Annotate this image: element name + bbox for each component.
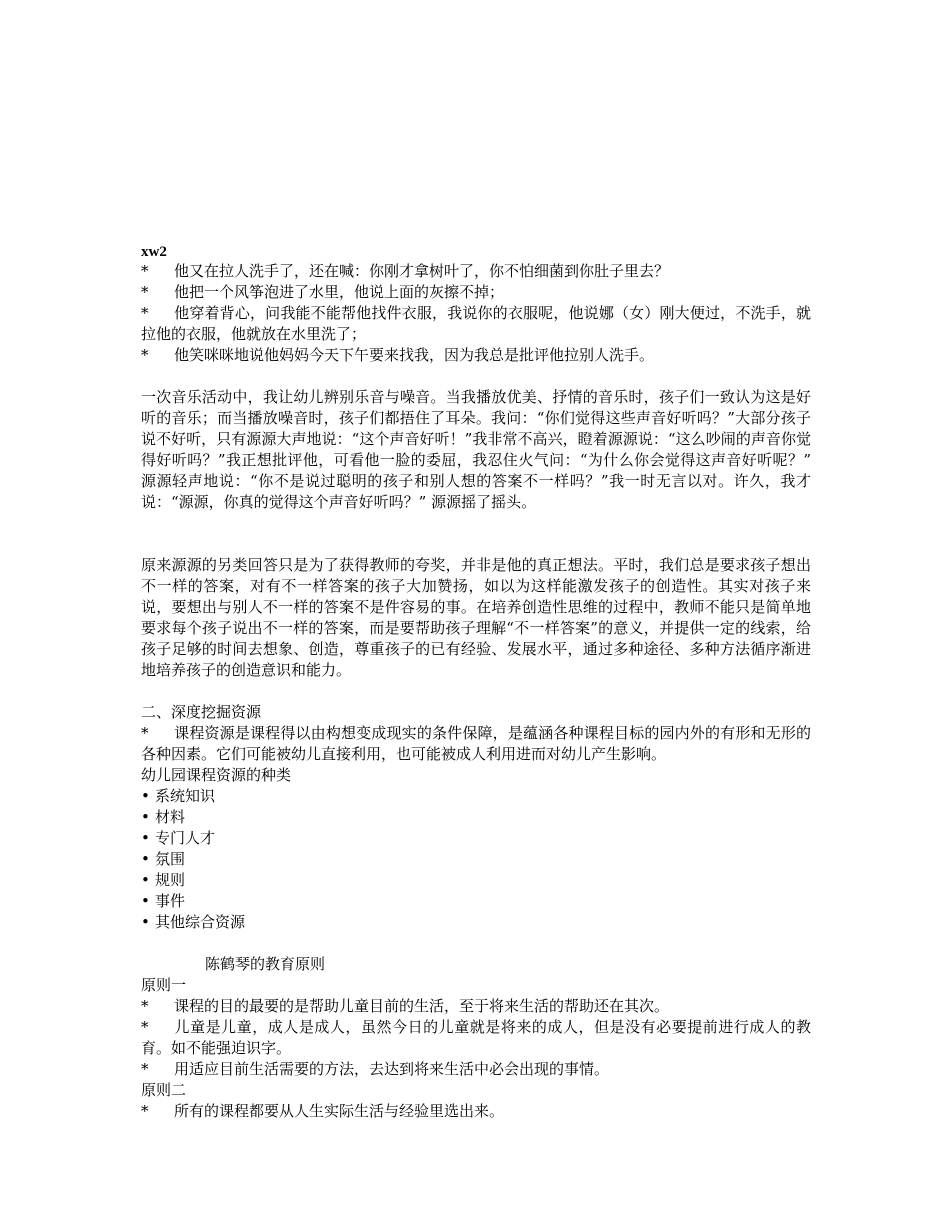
- document-body: [141, 243, 811, 1122]
- principle-2-bullet-1: * 所有的课程都要从人生实际生活与经验里选出来。: [141, 1102, 505, 1120]
- section-two-bullet: * 课程资源是课程得以由构想变成现实的条件保障，是蕴涵各种课程目标的园内外的有形和无形的各种因素。它们可能被幼儿直接利用，也可能被成人利用进而对幼儿产生影响。: [141, 724, 811, 763]
- intro-bullet-3: * 他穿着背心，问我能不能帮他找件衣服，我说你的衣服呢，他说娜（女）刚大便过，不洗手，就拉他的衣服，他就放在水里洗了；: [141, 304, 811, 343]
- principle-1-bullet-3: * 用适应目前生活需要的方法，去达到将来生活中必会出现的事情。: [141, 1060, 610, 1078]
- document-title: xw2: [141, 244, 167, 260]
- spacer: [141, 933, 811, 954]
- intro-bullet-1: * 他又在拉人洗手了，还在喊：你刚才拿树叶了，你不怕细菌到你肚子里去？: [141, 262, 670, 280]
- principle-2-label: 原则二: [141, 1081, 187, 1099]
- spacer: [141, 513, 811, 555]
- intro-bullet-4: * 他笑咪咪地说他妈妈今天下午要来找我，因为我总是批评他拉别人洗手。: [141, 346, 655, 364]
- list-item: • 材料: [141, 808, 186, 826]
- list-item: • 系统知识: [141, 787, 216, 805]
- spacer: [141, 681, 811, 702]
- chen-heqin-heading: 陈鹤琴的教育原则: [205, 955, 326, 973]
- list-item: • 氛围: [141, 850, 186, 868]
- list-item: • 规则: [141, 871, 186, 889]
- section-two-heading: 二、深度挖掘资源: [141, 703, 262, 721]
- list-item: • 事件: [141, 892, 186, 910]
- principle-1-bullet-2: * 儿童是儿童，成人是成人，虽然今日的儿童就是将来的成人，但是没有必要提前进行成人的教育。如不能强迫识字。: [141, 1018, 811, 1057]
- music-activity-paragraph: 一次音乐活动中，我让幼儿辨别乐音与噪音。当我播放优美、抒情的音乐时，孩子们一致认为这是好听的音乐；而当播放噪音时，孩子们都捂住了耳朵。我问：“你们觉得这些声音好听吗？”大部分孩子说不好听，只有源源大声地说：“这个声音好听！”我非常不高兴，瞪着源源说：“这么吵闹的声音你觉得好听吗？”我正想批评他，可看他一脸的委屈，我忍住火气问：“为什么你会觉得这声音好听呢？” 源源轻声地说：“你不是说过聪明的孩子和别人想的答案不一样吗？”我一时无言以对。许久，我才说：“源源，你真的觉得这个声音好听吗？” 源源摇了摇头。: [141, 388, 811, 511]
- resource-types-heading: 幼儿园课程资源的种类: [141, 766, 292, 784]
- intro-bullet-2: * 他把一个风筝泡进了水里，他说上面的灰擦不掉；: [141, 283, 505, 301]
- analysis-paragraph: 原来源源的另类回答只是为了获得教师的夸奖，并非是他的真正想法。平时，我们总是要求孩子想出不一样的答案，对有不一样答案的孩子大加赞扬，如以为这样能激发孩子的创造性。其实对孩子来说，要想出与别人不一样的答案不是件容易的事。在培养创造性思维的过程中，教师不能只是简单地要求每个孩子说出不一样的答案，而是要帮助孩子理解“不一样答案”的意义，并提供一定的线索，给孩子足够的时间去想象、创造，尊重孩子的已有经验、发展水平，通过多种途径、多种方法循序渐进地培养孩子的创造意识和能力。: [141, 556, 811, 679]
- list-item: • 其他综合资源: [141, 913, 246, 931]
- principle-1-bullet-1: * 课程的目的最要的是帮助儿童目前的生活，至于将来生活的帮助还在其次。: [141, 997, 670, 1015]
- principle-1-label: 原则一: [141, 976, 187, 994]
- list-item: • 专门人才: [141, 829, 216, 847]
- spacer: [141, 366, 811, 387]
